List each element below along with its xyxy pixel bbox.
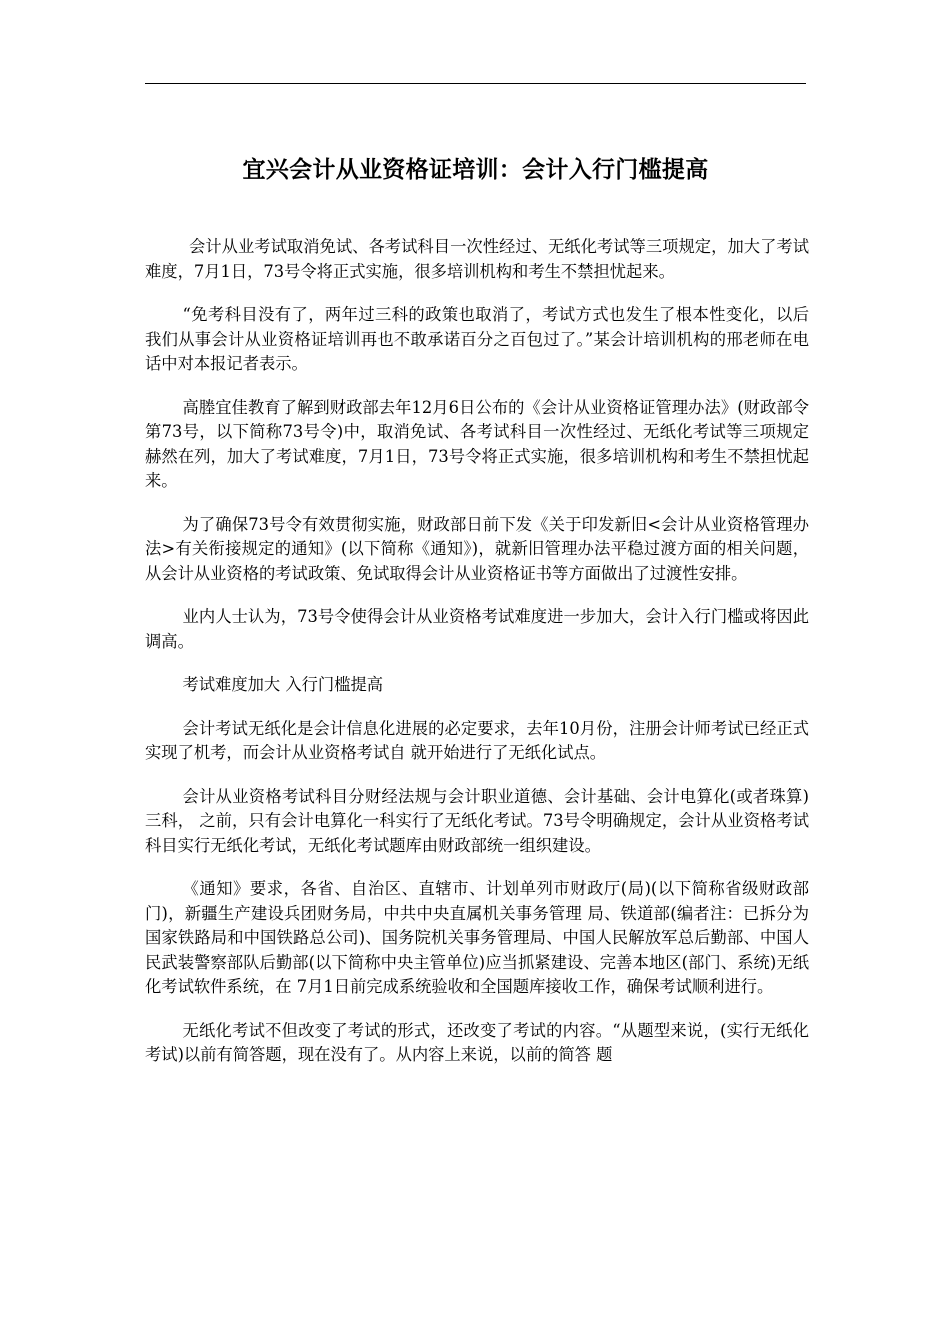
paragraph: “免考科目没有了，两年过三科的政策也取消了，考试方式也发生了根本性变化，以后我们从事会计从业资格证培训再也不敢承诺百分之百包过了。”某会计培训机构的邢老师在电话中对本报记者表示。	[145, 305, 809, 373]
paragraph: 高塍宜佳教育了解到财政部去年12月6日公布的《会计从业资格证管理办法》(财政部令第73号，以下简称73号令)中，取消免试、各考试科目一次性经过、无纸化考试等三项规定赫然在列，加大了考试难度，7月1日，73号令将正式实施，很多培训机构和考生不禁担忧起来。	[145, 397, 809, 490]
section-subheading: 考试难度加大 入行门槛提高	[182, 675, 384, 694]
paragraph: 《通知》要求，各省、自治区、直辖市、计划单列市财政厅(局)(以下简称省级财政部门)，新疆生产建设兵团财务局，中共中央直属机关事务管理 局、铁道部(编者注：已拆分为国家铁路局和中国铁路总公司)、国务院机关事务管理局、中国人民解放军总后勤部、中国人民武装警察部队后勤部(以下简称中央主管单位)应当抓紧建设、完善本地区(部门、系统)无纸化考试软件系统，在 7月1日前完成系统验收和全国题库接收工作，确保考试顺利进行。	[145, 879, 809, 996]
paragraph: 会计从业考试取消免试、各考试科目一次性经过、无纸化考试等三项规定，加大了考试难度，7月1日，73号令将正式实施，很多培训机构和考生不禁担忧起来。	[145, 237, 809, 281]
document-body	[145, 235, 809, 1087]
paragraph: 会计从业资格考试科目分财经法规与会计职业道德、会计基础、会计电算化(或者珠算)三科， 之前，只有会计电算化一科实行了无纸化考试。73号令明确规定，会计从业资格考试科目实行无纸化考试，无纸化考试题库由财政部统一组织建设。	[145, 786, 809, 855]
paragraph: 业内人士认为，73号令使得会计从业资格考试难度进一步加大，会计入行门槛或将因此调高。	[145, 607, 809, 651]
paragraph: 无纸化考试不但改变了考试的形式，还改变了考试的内容。“从题型来说，(实行无纸化考试)以前有简答题，现在没有了。从内容上来说，以前的简答 题	[145, 1020, 809, 1064]
paragraph: 为了确保73号令有效贯彻实施，财政部日前下发《关于印发新旧<会计从业资格管理办法>有关衔接规定的通知》(以下简称《通知》)，就新旧管理办法平稳过渡方面的相关问题，从会计从业资格的考试政策、免试取得会计从业资格证书等方面做出了过渡性安排。	[145, 514, 809, 583]
paragraph: 会计考试无纸化是会计信息化进展的必定要求，去年10月份，注册会计师考试已经正式实现了机考，而会计从业资格考试自 就开始进行了无纸化试点。	[145, 718, 809, 762]
header-rule	[145, 83, 806, 84]
document-title: 宜兴会计从业资格证培训：会计入行门槛提高	[242, 156, 709, 183]
